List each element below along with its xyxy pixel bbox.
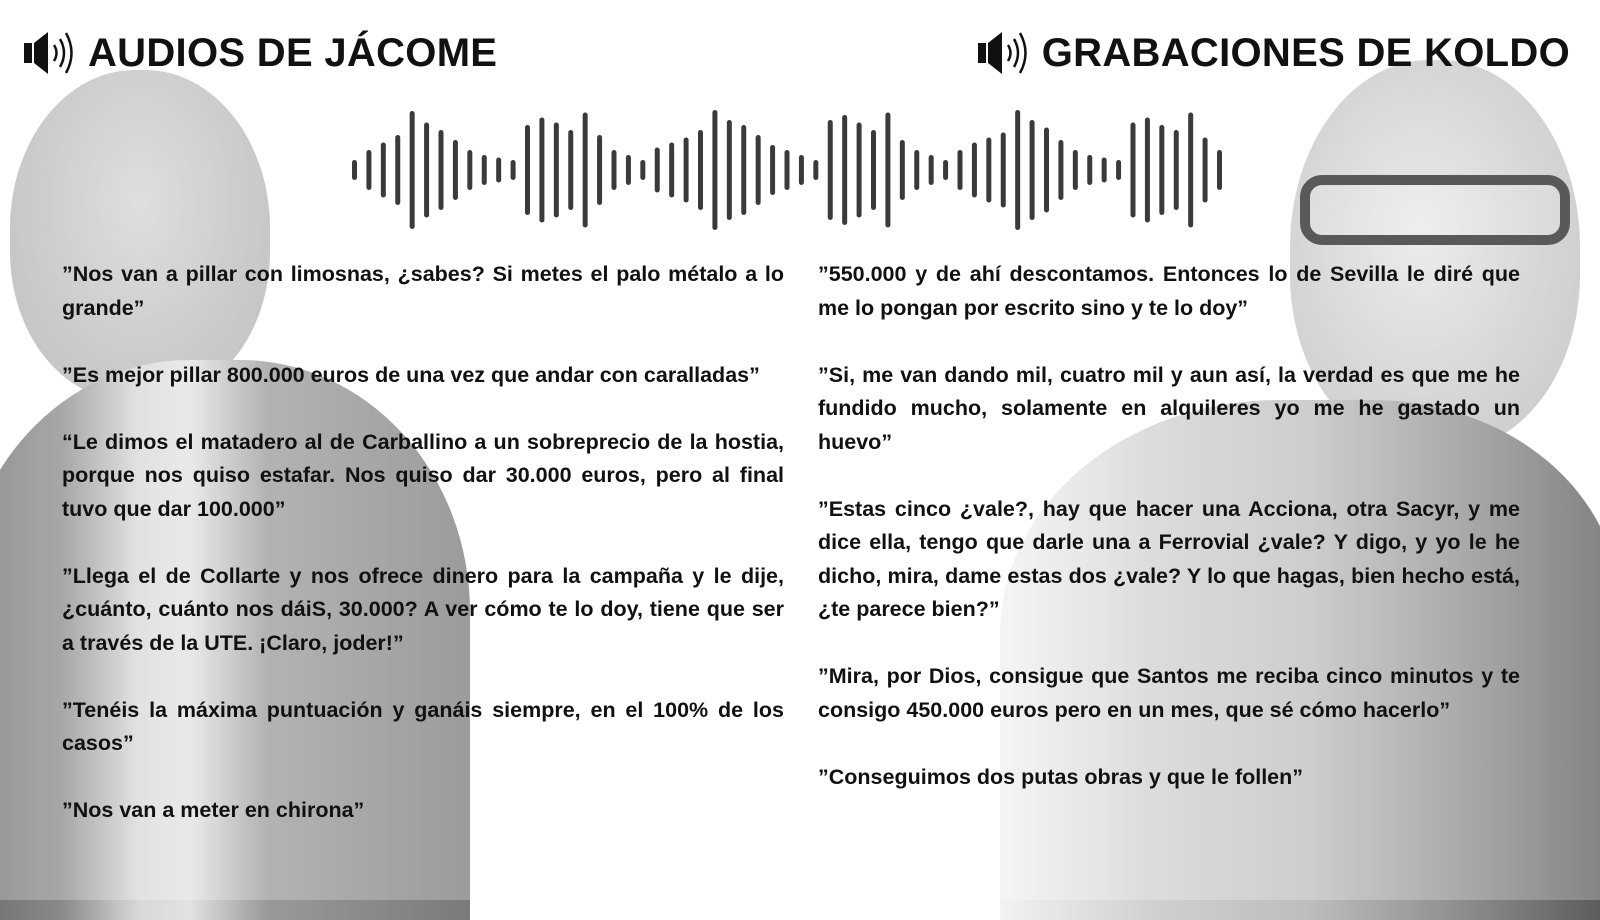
waveform-bar xyxy=(1044,128,1049,213)
waveform-bar xyxy=(842,115,847,225)
quote: ”Estas cinco ¿vale?, hay que hacer una Acciona, otra Sacyr, y me dice ella, tengo que darle una a Ferrovial ¿vale? Y digo, y yo le he dicho, mira, dame estas dos ¿vale? Y lo que hagas, bien hecho está, ¿te parece bien?” xyxy=(818,496,1520,621)
waveform-bar xyxy=(352,160,357,180)
speaker-icon xyxy=(976,28,1032,78)
waveform-bar xyxy=(1188,113,1193,228)
waveform-bar xyxy=(1174,130,1179,210)
waveform-bar xyxy=(1145,118,1150,223)
waveform-bar xyxy=(1116,160,1121,180)
waveform-bar xyxy=(525,125,530,215)
quote: ”Conseguimos dos putas obras y que le follen” xyxy=(818,764,1304,789)
waveform-bar xyxy=(914,150,919,190)
waveform-bar xyxy=(669,143,674,198)
waveform-bar xyxy=(597,135,602,205)
waveform-bar xyxy=(712,110,717,230)
waveform-bar xyxy=(900,140,905,200)
koldo-quotes xyxy=(818,258,1520,828)
waveform-bar xyxy=(1217,150,1222,190)
waveform-bar xyxy=(1073,150,1078,190)
quote: ”Tenéis la máxima puntuación y ganáis siempre, en el 100% de los casos” xyxy=(62,697,784,755)
waveform-bar xyxy=(1131,123,1136,218)
waveform-bar xyxy=(958,150,963,190)
waveform-bar xyxy=(511,160,516,180)
waveform-bar xyxy=(871,130,876,210)
waveform-bar xyxy=(799,155,804,185)
waveform-bar xyxy=(410,111,415,229)
quote: ”Es mejor pillar 800.000 euros de una vez que andar con caralladas” xyxy=(62,362,760,387)
waveform-bar xyxy=(698,130,703,210)
quote: ”Si, me van dando mil, cuatro mil y aun así, la verdad es que me he fundido mucho, solamente en alquileres yo me he gastado un huevo” xyxy=(818,362,1520,454)
waveform-bar xyxy=(1102,158,1107,183)
quote: ”Llega el de Collarte y nos ofrece dinero para la campaña y le dije, ¿cuánto, cuánto nos dáiS, 30.000? A ver cómo te lo doy, tiene que ser a través de la UTE. ¡Claro, joder!” xyxy=(62,563,784,655)
waveform-bar xyxy=(626,155,631,185)
waveform-bar xyxy=(439,130,444,210)
waveform-bar xyxy=(813,160,818,180)
quote: ”550.000 y de ahí descontamos. Entonces lo de Sevilla le diré que me lo pongan por escrito sino y te lo doy” xyxy=(818,262,1520,320)
audio-waveform xyxy=(340,100,1230,240)
quote: ”Nos van a pillar con limosnas, ¿sabes? Si metes el palo métalo a lo grande” xyxy=(62,262,784,320)
waveform-bar xyxy=(756,135,761,205)
waveform-bar xyxy=(1030,120,1035,220)
waveform-bar xyxy=(1159,125,1164,215)
waveform-bar xyxy=(612,150,617,190)
quote: ”Nos van a meter en chirona” xyxy=(62,798,365,822)
waveform-bar xyxy=(381,143,386,198)
jacome-quotes xyxy=(62,258,784,861)
quote: “Le dimos el matadero al de Carballino a un sobreprecio de la hostia, porque nos quiso estafar. Nos quiso dar 30.000 euros, pero al final tuvo que dar 100.000” xyxy=(62,429,784,521)
waveform-bar xyxy=(583,113,588,228)
header-title: AUDIOS DE JÁCOME xyxy=(88,30,498,75)
quote: ”Mira, por Dios, consigue que Santos me reciba cinco minutos y te consigo 450.000 euros pero en un mes, que sé cómo hacerlo” xyxy=(818,664,1520,722)
waveform-bar xyxy=(972,143,977,198)
waveform-bar xyxy=(640,160,645,180)
waveform-bar xyxy=(554,123,559,218)
header-jacome xyxy=(22,28,497,78)
header-koldo xyxy=(976,28,1570,78)
waveform-bar xyxy=(1087,155,1092,185)
waveform-bar xyxy=(1015,110,1020,230)
waveform-bar xyxy=(727,120,732,220)
waveform-bar xyxy=(496,158,501,183)
waveform-bar xyxy=(1058,140,1063,200)
header-title: GRABACIONES DE KOLDO xyxy=(1041,30,1570,75)
waveform-bar xyxy=(395,135,400,205)
waveform-bar xyxy=(539,118,544,223)
waveform-bar xyxy=(857,123,862,218)
waveform-bar xyxy=(684,138,689,203)
waveform-bar xyxy=(453,140,458,200)
waveform-bar xyxy=(655,148,660,193)
waveform-bar xyxy=(1001,133,1006,208)
speaker-icon xyxy=(22,28,78,78)
waveform-bar xyxy=(885,113,890,228)
waveform-bar xyxy=(943,160,948,180)
waveform-bar xyxy=(366,150,371,190)
waveform-bar xyxy=(770,145,775,195)
waveform-bar xyxy=(785,150,790,190)
waveform-bar xyxy=(741,125,746,215)
waveform-bar xyxy=(482,155,487,185)
waveform-bar xyxy=(986,138,991,203)
waveform-bar xyxy=(568,130,573,210)
waveform-bar xyxy=(929,155,934,185)
waveform-bar xyxy=(828,120,833,220)
waveform-bar xyxy=(424,123,429,218)
waveform-bar xyxy=(467,150,472,190)
waveform-bar xyxy=(1203,138,1208,203)
